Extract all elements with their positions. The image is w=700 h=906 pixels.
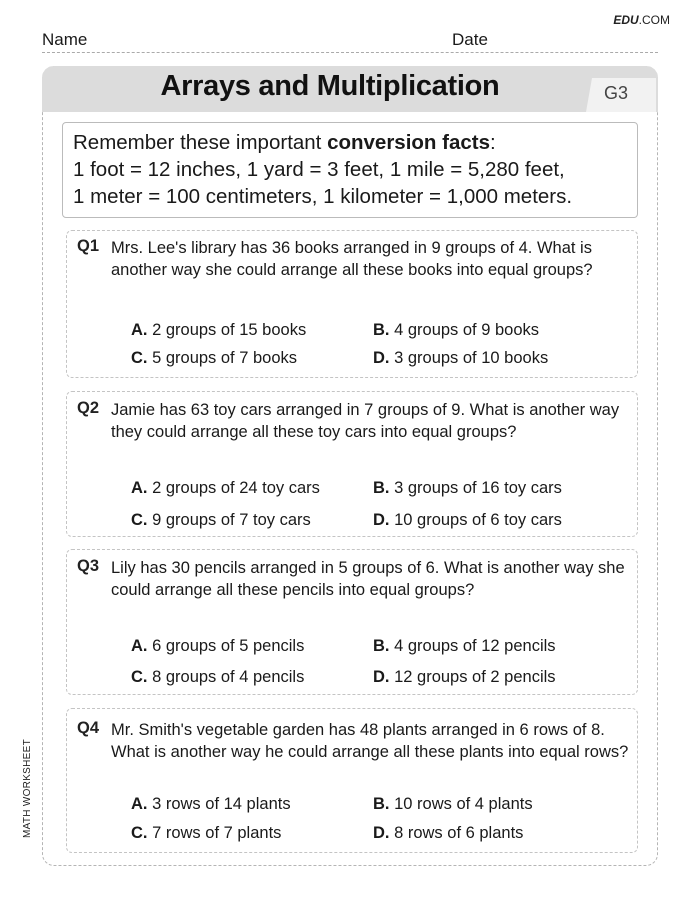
option-letter: D. — [373, 824, 390, 842]
option-b[interactable] — [373, 637, 556, 656]
option-text: 10 groups of 6 toy cars — [389, 511, 562, 529]
option-d[interactable] — [373, 511, 562, 530]
conversion-colon: : — [490, 131, 496, 154]
question-text: Mrs. Lee's library has 36 books arranged in 9 groups of 4. What is another way she could arrange all these books into equal groups? — [111, 239, 593, 279]
question-4-box — [66, 708, 638, 853]
option-text: 2 groups of 24 toy cars — [147, 479, 320, 497]
option-text: 5 groups of 7 books — [147, 349, 298, 367]
option-c[interactable] — [131, 668, 304, 687]
option-letter: D. — [373, 349, 390, 367]
brand-logo — [613, 13, 670, 27]
option-letter: D. — [373, 668, 390, 686]
question-2-box — [66, 391, 638, 537]
brand-edu: EDU — [613, 13, 639, 27]
brand-com: .COM — [638, 13, 670, 27]
question-number: Q1 — [77, 237, 100, 255]
option-a[interactable] — [131, 637, 304, 656]
question-number: Q4 — [77, 719, 100, 737]
conversion-line-3: 1 meter = 100 centimeters, 1 kilometer = 1,000 meters. — [73, 185, 573, 208]
option-text: 3 groups of 10 books — [389, 349, 549, 367]
option-d[interactable] — [373, 668, 556, 687]
option-c[interactable] — [131, 511, 311, 530]
conversion-facts-box — [62, 122, 638, 218]
option-letter: B. — [373, 479, 390, 497]
conversion-line-2: 1 foot = 12 inches, 1 yard = 3 feet, 1 mile = 5,280 feet, — [73, 158, 565, 181]
conversion-intro: Remember these important — [73, 131, 328, 154]
option-letter: A. — [131, 479, 148, 497]
option-d[interactable] — [373, 349, 548, 368]
option-letter: A. — [131, 637, 148, 655]
side-label: MATH WORKSHEET — [22, 738, 33, 838]
question-text: Mr. Smith's vegetable garden has 48 plants arranged in 6 rows of 8. What is another way he could arrange all these plants into equal rows? — [111, 721, 629, 761]
question-text: Lily has 30 pencils arranged in 5 groups of 6. What is another way she could arrange all these pencils into equal groups? — [111, 559, 625, 599]
worksheet-title: Arrays and Multiplication — [160, 70, 500, 102]
option-text: 10 rows of 4 plants — [389, 795, 533, 813]
option-text: 4 groups of 9 books — [389, 321, 540, 339]
option-letter: C. — [131, 349, 148, 367]
question-number: Q3 — [77, 557, 100, 575]
question-number: Q2 — [77, 399, 100, 417]
conversion-bold: conversion facts — [327, 131, 490, 154]
option-text: 2 groups of 15 books — [147, 321, 307, 339]
option-letter: D. — [373, 511, 390, 529]
option-a[interactable] — [131, 321, 306, 340]
option-d[interactable] — [373, 824, 523, 843]
option-b[interactable] — [373, 479, 562, 498]
option-a[interactable] — [131, 795, 291, 814]
question-1-box — [66, 230, 638, 378]
name-date-row — [42, 30, 658, 53]
option-text: 8 rows of 6 plants — [389, 824, 524, 842]
option-letter: B. — [373, 321, 390, 339]
option-text: 8 groups of 4 pencils — [147, 668, 305, 686]
option-letter: B. — [373, 795, 390, 813]
option-text: 6 groups of 5 pencils — [147, 637, 305, 655]
option-text: 3 rows of 14 plants — [147, 795, 291, 813]
option-c[interactable] — [131, 824, 281, 843]
option-letter: B. — [373, 637, 390, 655]
option-text: 12 groups of 2 pencils — [389, 668, 556, 686]
question-3-box — [66, 549, 638, 695]
name-label: Name — [42, 30, 88, 49]
option-text: 9 groups of 7 toy cars — [147, 511, 311, 529]
option-c[interactable] — [131, 349, 297, 368]
option-text: 3 groups of 16 toy cars — [389, 479, 562, 497]
option-letter: A. — [131, 795, 148, 813]
question-text: Jamie has 63 toy cars arranged in 7 groups of 9. What is another way they could arrange all these toy cars into equal groups? — [111, 401, 620, 441]
grade-label: G3 — [604, 83, 629, 103]
option-b[interactable] — [373, 321, 539, 340]
conversion-line-1 — [73, 129, 627, 156]
option-text: 7 rows of 7 plants — [147, 824, 282, 842]
option-letter: C. — [131, 668, 148, 686]
option-text: 4 groups of 12 pencils — [389, 637, 556, 655]
option-letter: C. — [131, 511, 148, 529]
option-a[interactable] — [131, 479, 320, 498]
option-letter: A. — [131, 321, 148, 339]
option-letter: C. — [131, 824, 148, 842]
date-label: Date — [452, 30, 488, 49]
option-b[interactable] — [373, 795, 533, 814]
